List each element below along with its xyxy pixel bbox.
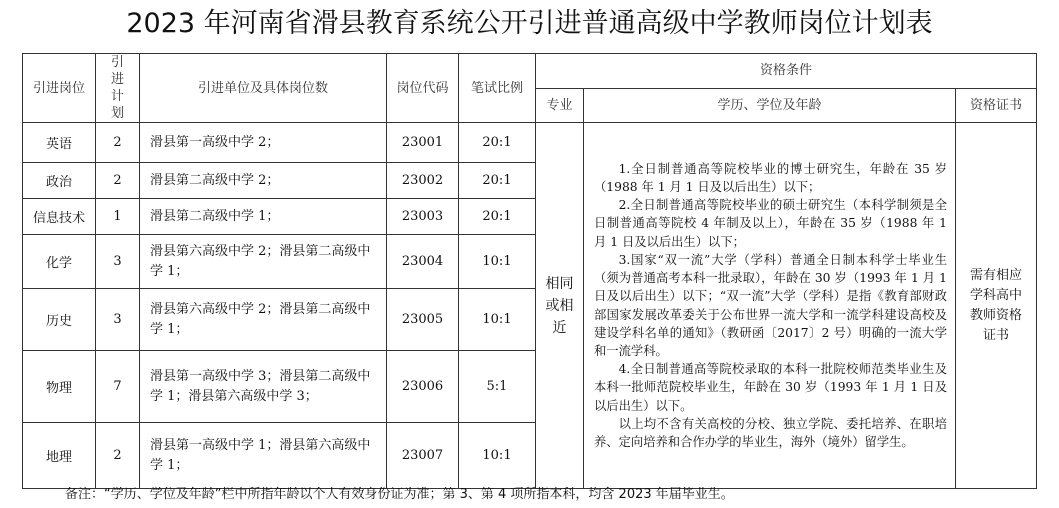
certificate-requirement: 需有相应学科高中教师资格证书: [956, 123, 1037, 489]
unit-cell: 滑县第一高级中学 3；滑县第二高级中学 1；滑县第六高级中学 3；: [140, 351, 387, 423]
code-cell: 23006: [387, 351, 459, 423]
major-requirement: 相同或相近: [536, 123, 584, 489]
post-cell: 英语: [23, 123, 96, 163]
requirement-item: 2.全日制普通高等院校毕业的硕士研究生（本科学制须是全日制普通高等院校 4 年制及以上），年龄在 35 岁（1988 年 1 月 1 日及以后出生）以下；: [594, 198, 947, 249]
header-major: 专业: [536, 88, 584, 123]
header-post: 引进岗位: [23, 54, 96, 123]
header-plan: 引进计划: [96, 54, 140, 123]
page-title: 2023 年河南省滑县教育系统公开引进普通高级中学教师岗位计划表: [126, 8, 933, 39]
code-cell: 23002: [387, 163, 459, 199]
header-ratio: 笔试比例: [459, 54, 536, 123]
education-requirements: [584, 123, 956, 489]
requirement-item: 3.国家“双一流”大学（学科）普通全日制本科学士毕业生（须为普通高考本科一批录取），年龄在 30 岁（1993 年 1 月 1 日及以后出生）以下；“双一流”大学（学科）是指《教育部财政部国家发展改革委关于公布世界一流大学和一流学科建设高校及建设学科名单的通知》（教研函〔2017〕2 号）明确的一流大学和一流学科。: [594, 252, 947, 358]
ratio-cell: 10:1: [459, 235, 536, 289]
code-cell: 23004: [387, 235, 459, 289]
post-cell: 地理: [23, 423, 96, 489]
plan-cell: 3: [96, 289, 140, 351]
ratio-cell: 5:1: [459, 351, 536, 423]
requirement-item: 1.全日制普通高等院校毕业的博士研究生，年龄在 35 岁（1988 年 1 月 1 日及以后出生）以下；: [594, 161, 947, 195]
header-unit: 引进单位及具体岗位数: [140, 54, 387, 123]
table-row: [23, 123, 1037, 163]
ratio-cell: 10:1: [459, 423, 536, 489]
ratio-cell: 20:1: [459, 123, 536, 163]
ratio-cell: 10:1: [459, 289, 536, 351]
plan-cell: 7: [96, 351, 140, 423]
recruitment-plan-table: [22, 53, 1037, 489]
plan-cell: 2: [96, 423, 140, 489]
unit-cell: 滑县第六高级中学 2；滑县第二高级中学 1；: [140, 235, 387, 289]
post-cell: 物理: [23, 351, 96, 423]
unit-cell: 滑县第六高级中学 2；滑县第二高级中学 1；: [140, 289, 387, 351]
code-cell: 23005: [387, 289, 459, 351]
unit-cell: 滑县第二高级中学 1；: [140, 199, 387, 235]
ratio-cell: 20:1: [459, 163, 536, 199]
post-cell: 政治: [23, 163, 96, 199]
requirement-item: 4.全日制普通高等院校录取的本科一批院校师范类毕业生及本科一批师范院校毕业生，年龄在 30 岁（1993 年 1 月 1 日及以后出生）以下。: [594, 362, 947, 413]
code-cell: 23003: [387, 199, 459, 235]
post-cell: 历史: [23, 289, 96, 351]
unit-cell: 滑县第一高级中学 1；滑县第六高级中学 1；: [140, 423, 387, 489]
header-qualification: 资格条件: [536, 54, 1037, 89]
post-cell: 化学: [23, 235, 96, 289]
code-cell: 23001: [387, 123, 459, 163]
plan-cell: 3: [96, 235, 140, 289]
plan-cell: 2: [96, 123, 140, 163]
requirement-item: 以上均不含有关高校的分校、独立学院、委托培养、在职培养、定向培养和合作办学的毕业生，海外（境外）留学生。: [594, 416, 947, 449]
unit-cell: 滑县第一高级中学 2；: [140, 123, 387, 163]
post-cell: 信息技术: [23, 199, 96, 235]
ratio-cell: 20:1: [459, 199, 536, 235]
header-code: 岗位代码: [387, 54, 459, 123]
header-certificate: 资格证书: [956, 88, 1037, 123]
header-education: 学历、学位及年龄: [584, 88, 956, 123]
footnote: 备注：“学历、学位及年龄”栏中所指年龄以个人有效身份证为准；第 3、第 4 项所指本科，均含 2023 年届毕业生。: [65, 487, 734, 502]
plan-cell: 1: [96, 199, 140, 235]
unit-cell: 滑县第二高级中学 2；: [140, 163, 387, 199]
plan-cell: 2: [96, 163, 140, 199]
code-cell: 23007: [387, 423, 459, 489]
